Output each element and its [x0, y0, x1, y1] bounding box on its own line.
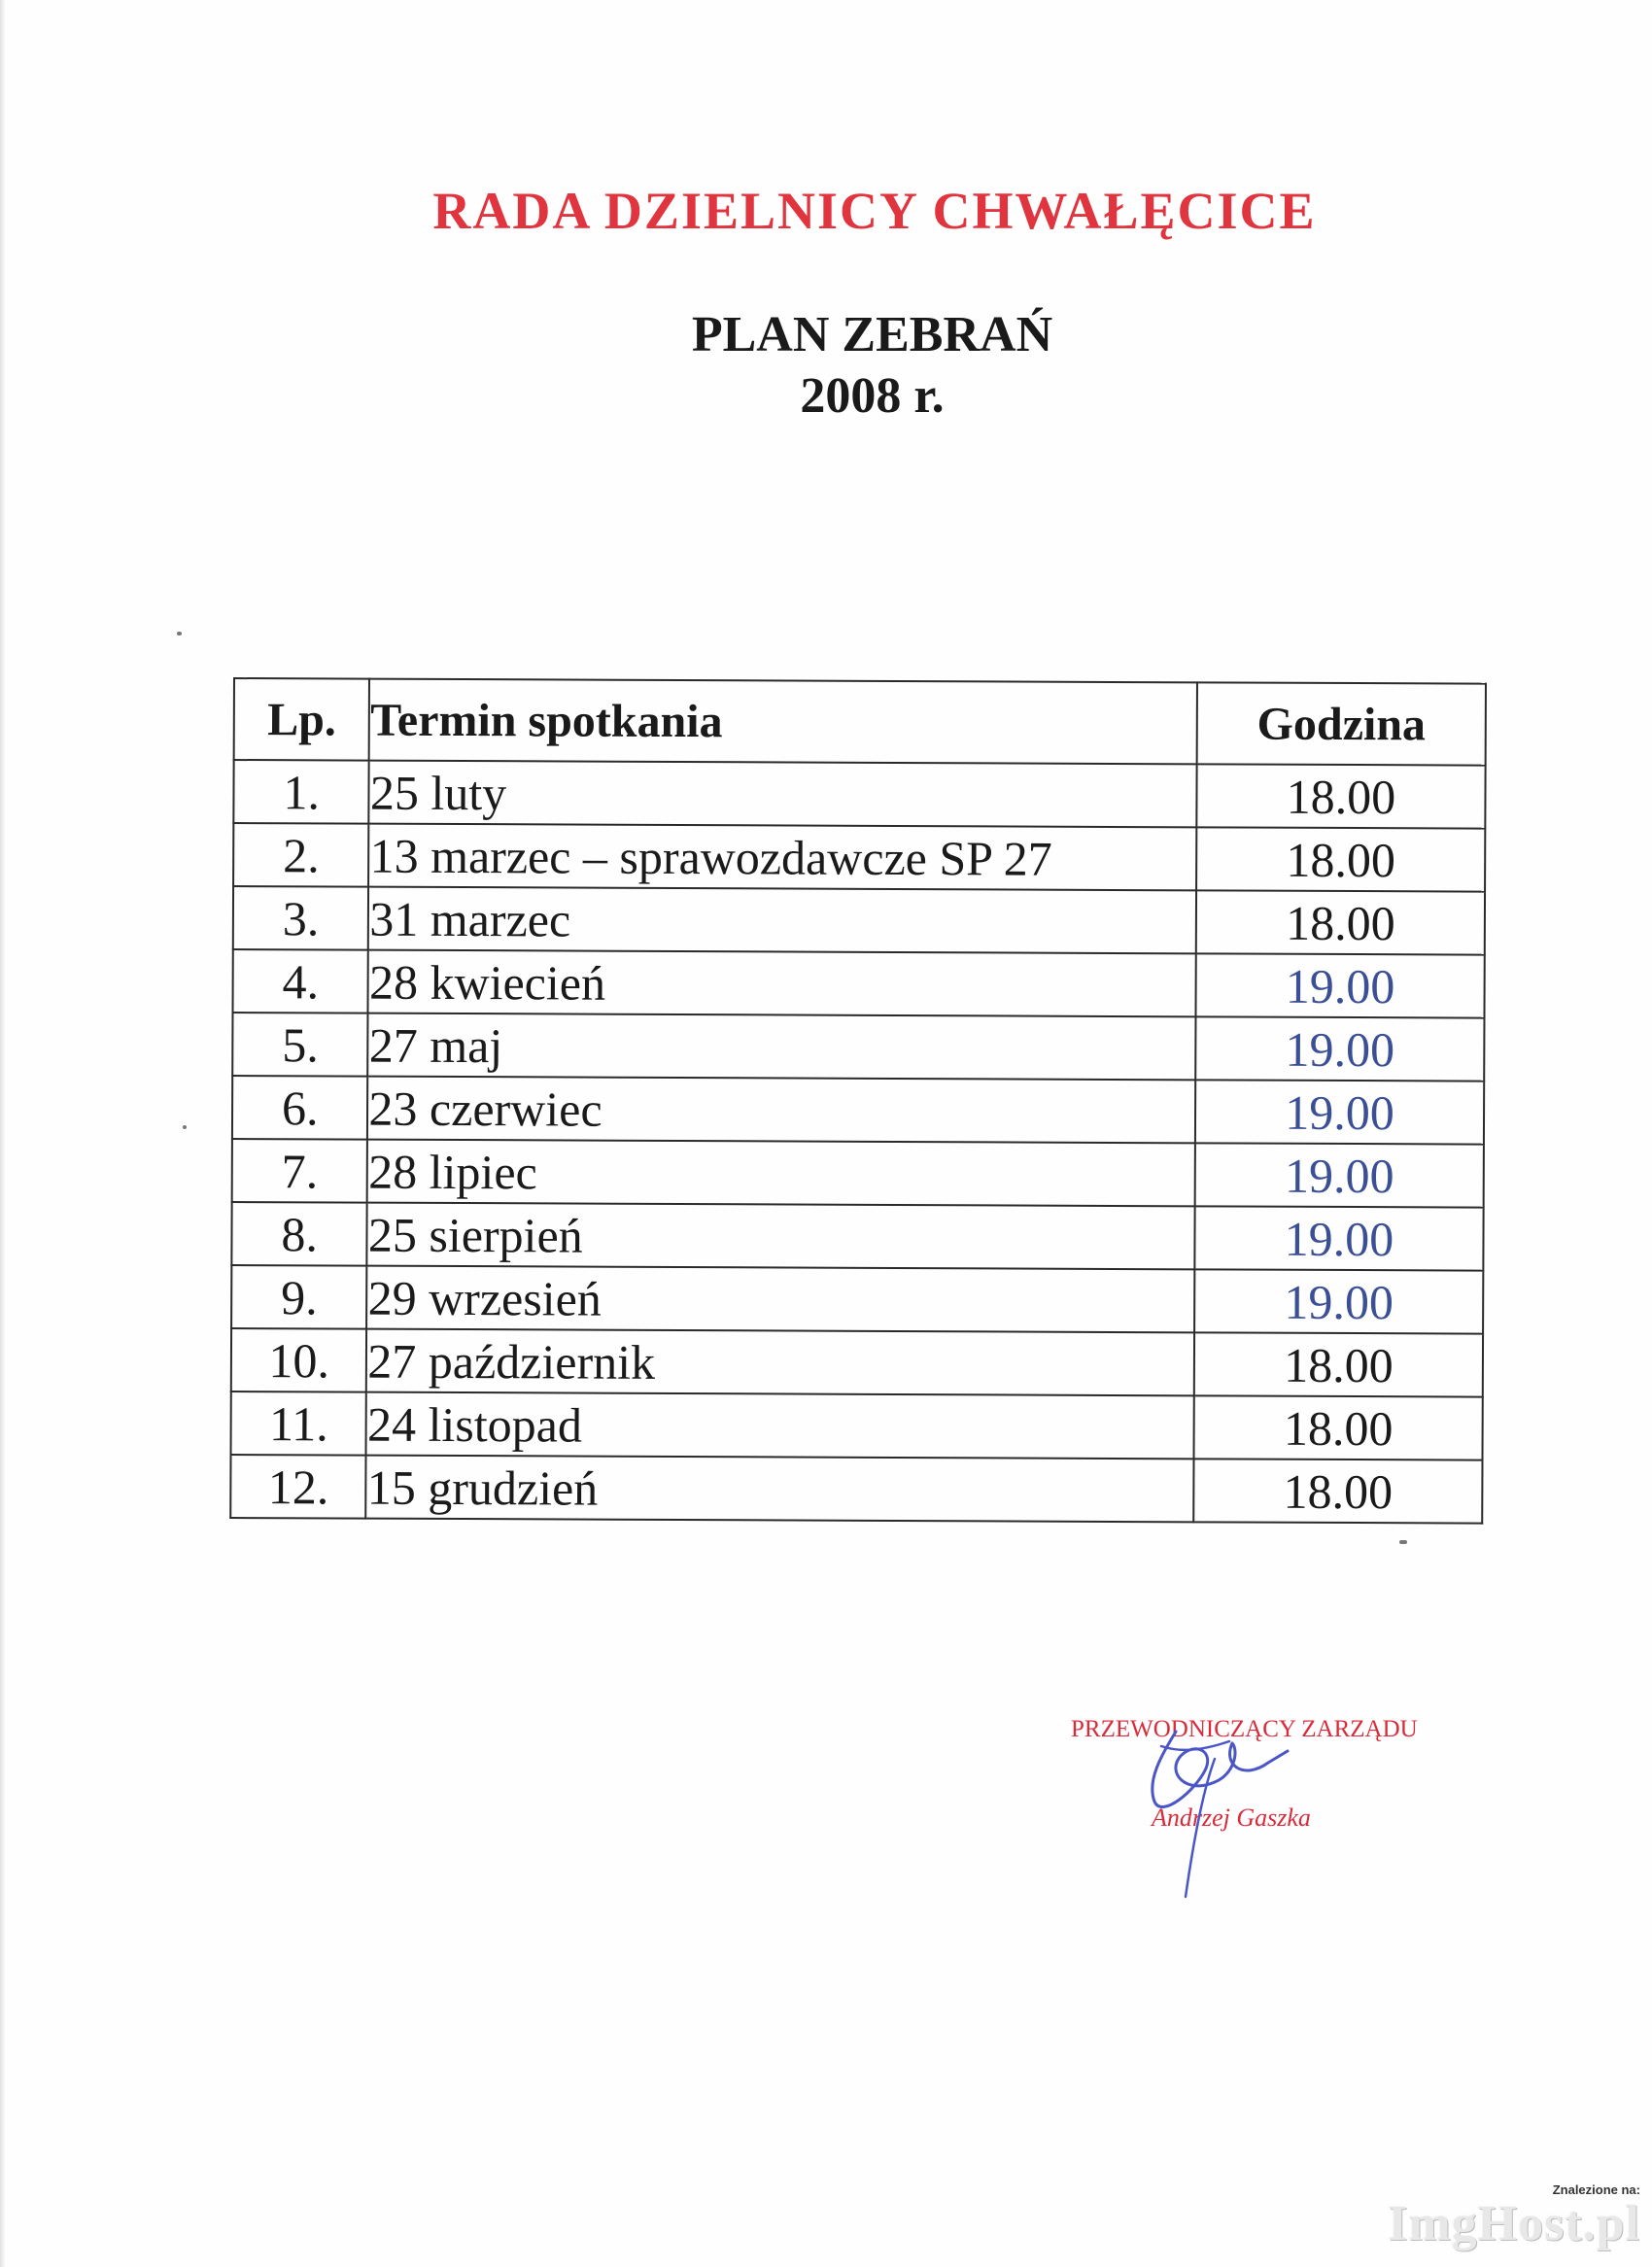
row-number: 10.: [231, 1328, 367, 1392]
row-number: 11.: [231, 1391, 367, 1456]
table-row: [232, 1013, 1484, 1082]
meeting-date: 29 wrzesień: [367, 1266, 1195, 1333]
meeting-date: 25 luty: [369, 761, 1197, 828]
meeting-date: 24 listopad: [366, 1392, 1194, 1460]
meeting-schedule-table: [229, 677, 1487, 1525]
plan-year: 2008 r.: [800, 368, 945, 424]
signature-name: Andrzej Gaszka: [1152, 1803, 1311, 1832]
meeting-date: 23 czerwiec: [367, 1077, 1195, 1144]
signature-block: [1069, 1712, 1458, 1926]
table-row: [232, 1139, 1484, 1208]
row-number: 4.: [232, 949, 368, 1013]
meeting-hour: 19.00: [1195, 1143, 1484, 1207]
table-row: [231, 1391, 1483, 1460]
table-header-row: [234, 678, 1486, 766]
table-row: [231, 1328, 1483, 1397]
table-row: [230, 1455, 1482, 1524]
scan-speck: [177, 632, 182, 635]
table-row: [232, 1076, 1484, 1145]
table-row: [233, 886, 1485, 955]
table-row: [231, 1202, 1483, 1271]
meeting-hour: 18.00: [1193, 1395, 1482, 1460]
meeting-hour: 18.00: [1194, 1332, 1483, 1396]
watermark-caption: Znalezione na:: [1552, 2182, 1640, 2197]
row-number: 3.: [233, 886, 369, 950]
meeting-date: 27 październik: [366, 1329, 1194, 1396]
handwritten-signature: [1069, 1712, 1458, 1926]
council-title: RADA DZIELNICY CHWAŁĘCICE: [432, 182, 1317, 240]
row-number: 9.: [231, 1265, 367, 1329]
meeting-hour: 18.00: [1196, 890, 1485, 954]
meeting-hour: 18.00: [1196, 764, 1485, 828]
scan-speck: [183, 1125, 187, 1129]
meeting-date: 25 sierpień: [367, 1203, 1195, 1270]
watermark: [1388, 2182, 1640, 2251]
table-row: [233, 760, 1485, 829]
table-row: [231, 1265, 1483, 1334]
meeting-hour: 18.00: [1196, 827, 1485, 891]
meeting-date: 13 marzec – sprawozdawcze SP 27: [368, 824, 1196, 891]
row-number: 5.: [232, 1013, 368, 1077]
meeting-date: 28 kwiecień: [368, 950, 1196, 1017]
header-term: Termin spotkania: [369, 679, 1197, 765]
meeting-hour: 18.00: [1193, 1459, 1482, 1523]
meeting-hour: 19.00: [1194, 1269, 1483, 1333]
meeting-date: 15 grudzień: [366, 1456, 1194, 1523]
header-lp: Lp.: [234, 678, 370, 761]
row-number: 2.: [233, 823, 369, 887]
plan-title: PLAN ZEBRAŃ: [691, 307, 1053, 362]
scan-speck: [1399, 1540, 1407, 1544]
meeting-hour: 19.00: [1194, 1206, 1483, 1270]
row-number: 12.: [230, 1455, 366, 1519]
signature-role: PRZEWODNICZĄCY ZARZĄDU: [1071, 1716, 1418, 1742]
meeting-hour: 19.00: [1195, 1016, 1484, 1081]
meeting-date: 31 marzec: [368, 887, 1196, 954]
meeting-hour: 19.00: [1195, 1080, 1484, 1144]
header-hour: Godzina: [1197, 682, 1486, 765]
watermark-site: ImgHost.pl: [1388, 2196, 1640, 2251]
row-number: 1.: [233, 760, 369, 824]
meeting-date: 28 lipiec: [367, 1140, 1195, 1207]
row-number: 7.: [232, 1139, 368, 1203]
row-number: 6.: [232, 1076, 368, 1140]
table-row: [232, 949, 1484, 1018]
meeting-hour: 19.00: [1195, 953, 1484, 1017]
row-number: 8.: [231, 1202, 367, 1266]
table-row: [233, 823, 1485, 892]
meeting-date: 27 maj: [368, 1013, 1196, 1081]
